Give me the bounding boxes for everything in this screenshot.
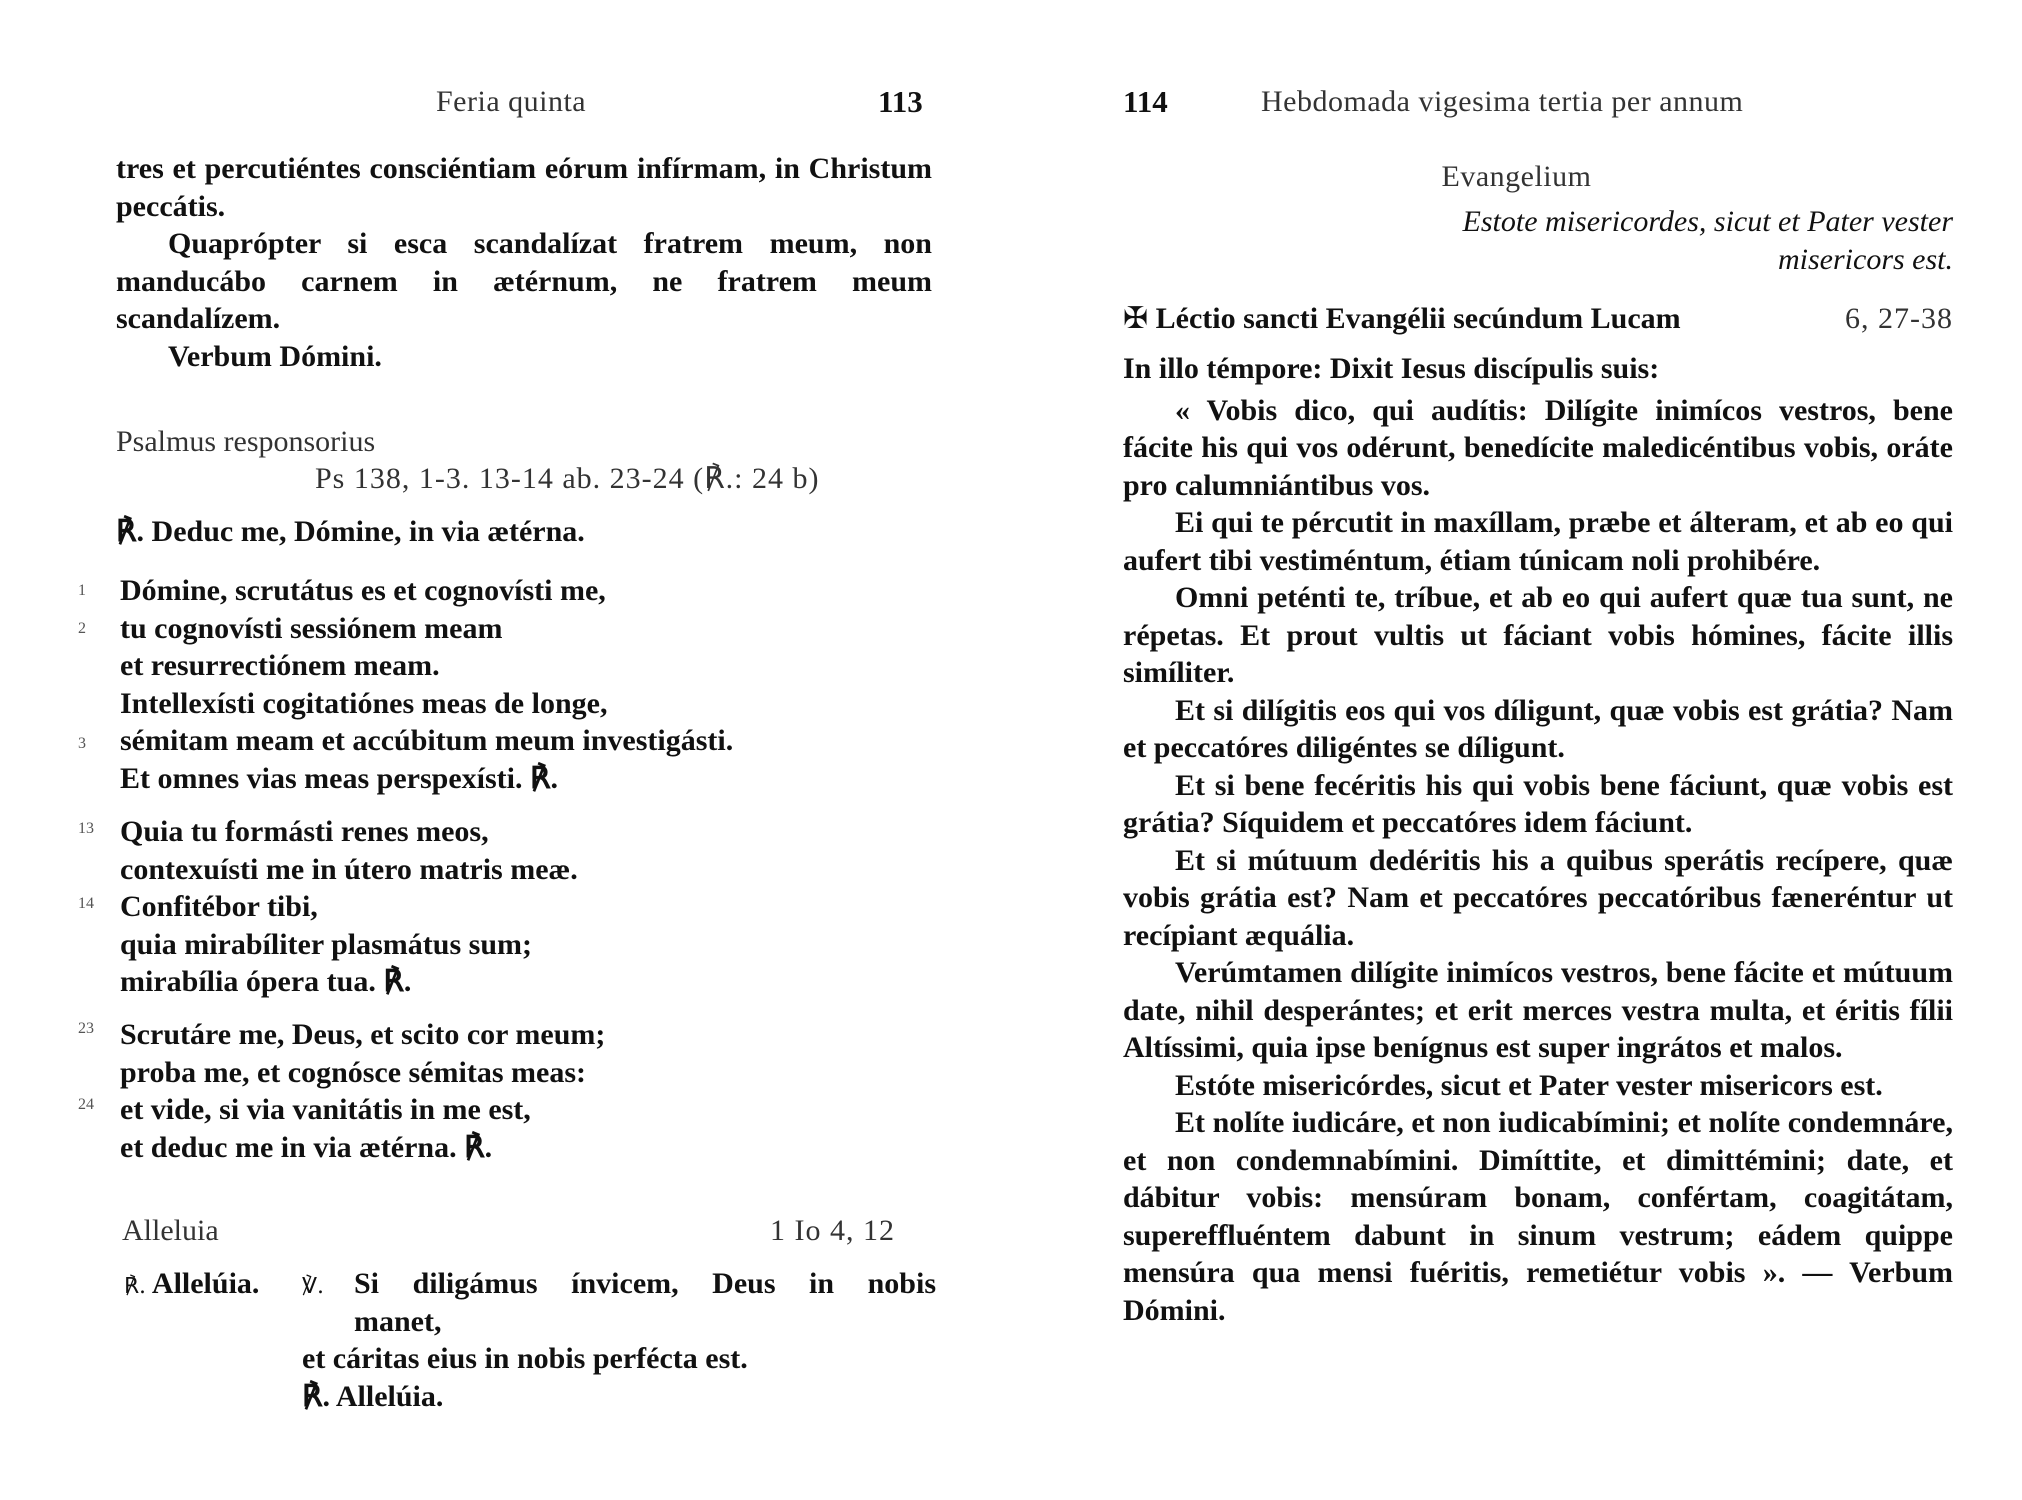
reading-continuation xyxy=(116,150,932,375)
gospel-subtitle xyxy=(1111,203,1953,278)
gospel-paragraph: Et si bene fecéritis his qui vobis bene fáciunt, quæ vobis est grátia? Síquidem et peccatóres idem fáciunt. xyxy=(1123,768,1953,839)
psalm-line: Intellexísti cogitatiónes meas de longe, xyxy=(120,686,608,720)
alleluia-verse xyxy=(354,1265,936,1340)
psalm-reference: Ps 138, 1-3. 13-14 ab. 23-24 (℟.: 24 b) xyxy=(315,462,820,495)
psalm-line: mirabília ópera tua. ℟. xyxy=(120,965,412,998)
left-running-title: Feria quinta xyxy=(436,85,587,118)
left-page-number: 113 xyxy=(878,84,923,119)
gospel-paragraph: « Vobis dico, qui audítis: Dilígite inimícos vestros, bene fácite his qui vos odérunt, benedícite maledicéntibus vobis, oráte pro calumniántibus vos. xyxy=(1123,393,1953,502)
psalm-line: et resurrectiónem meam. xyxy=(120,649,440,682)
response-mark: ℟. xyxy=(124,1274,147,1299)
psalm-stanza-2 xyxy=(120,813,920,1001)
verse-number: 2 xyxy=(78,620,86,637)
gospel-paragraph: Verúmtamen dilígite inimícos vestros, bene fácite et mútuum date, nihil desperántes; et erit merces vestra multa, et éritis fílii Altíssimi, quia ipse benígnus est super ingrátos et malos. xyxy=(1123,956,1953,1064)
right-page xyxy=(1011,0,2022,1500)
alleluia-verse-line-2: et cáritas eius in nobis perfécta est. xyxy=(302,1342,748,1375)
alleluia-reference: 1 Io 4, 12 xyxy=(770,1214,895,1247)
right-running-title: Hebdomada vigesima tertia per annum xyxy=(1261,85,1744,118)
psalm-response: ℟. Deduc me, Dómine, in via ætérna. xyxy=(116,515,585,548)
psalm-line: quia mirabíliter plasmátus sum; xyxy=(120,927,532,961)
cross-icon: ✠ xyxy=(1123,302,1149,335)
alleluia-response xyxy=(124,1265,259,1306)
right-page-number: 114 xyxy=(1123,84,1168,119)
alleluia-verse-line: Si diligámus ínvicem, Deus in nobis xyxy=(354,1267,936,1300)
alleluia-verse-line: manet, xyxy=(354,1304,442,1338)
psalm-line: sémitam meam et accúbitum meum investigásti. xyxy=(120,724,734,757)
gospel-paragraph: Et nolíte iudicáre, et non iudicabímini; et nolíte condemnáre, et non condemnabímini. Dimíttite, et dimittémini; date, et dábitur vobis: mensúram bonam, confértam, coagitátam, supereffluéntem dabunt in sinum vestrum; eádem quippe mensúra qua mensi fuéritis, remetiétur vobis ». — Verbum Dómini. xyxy=(1123,1106,1953,1327)
gospel-text xyxy=(1123,350,1953,1329)
reading-paragraph: tres et percutiéntes consciéntiam eórum infírmam, in Christum peccátis. xyxy=(116,152,932,223)
psalm-line: Confitébor tibi, xyxy=(120,890,318,923)
psalm-stanza-3 xyxy=(120,1016,920,1166)
verse-mark: ℣. xyxy=(302,1274,325,1299)
gospel-paragraph: Ei qui te pércutit in maxíllam, præbe et álteram, et ab eo qui aufert tibi vestiméntum, étiam túnicam noli prohibére. xyxy=(1123,506,1953,577)
psalm-line: Et omnes vias meas perspexísti. ℟. xyxy=(120,761,559,795)
reading-closing: Verbum Dómini. xyxy=(168,339,382,373)
alleluia-word: Allelúia. xyxy=(151,1267,260,1300)
psalm-line: et vide, si via vanitátis in me est, xyxy=(120,1093,531,1126)
verse-number: 24 xyxy=(78,1096,94,1113)
gospel-paragraph: Et si mútuum dedéritis his a quibus sperátis recípere, quæ vobis grátia est? Nam et peccatóres peccatóribus fæneréntur ut recípiant æquália. xyxy=(1123,843,1953,952)
psalm-line: Dómine, scrutátus es et cognovísti me, xyxy=(120,574,606,607)
psalm-line: proba me, et cognósce sémitas meas: xyxy=(120,1055,587,1089)
psalm-line: et deduc me in via ætérna. ℟. xyxy=(120,1130,493,1164)
psalm-line: tu cognovísti sessiónem meam xyxy=(120,611,503,645)
gospel-paragraph: Omni peténti te, tríbue, et ab eo qui aufert quæ tua sunt, ne répetas. Et prout vultis ut fáciant vobis hómines, fácite illis simíliter. xyxy=(1123,581,1953,689)
psalm-heading: Psalmus responsorius xyxy=(116,425,376,458)
verse-number: 23 xyxy=(78,1020,94,1037)
gospel-reference: 6, 27-38 xyxy=(1845,302,1953,335)
verse-number: 3 xyxy=(78,735,86,752)
gospel-subtitle-line: Estote misericordes, sicut et Pater vester xyxy=(1462,205,1953,238)
verse-number: 1 xyxy=(78,582,86,599)
alleluia-heading: Alleluia xyxy=(122,1214,219,1247)
verse-number: 13 xyxy=(78,820,94,837)
gospel-intro: In illo témpore: Dixit Iesus discípulis suis: xyxy=(1123,352,1660,385)
gospel-lectio-line xyxy=(1123,300,1953,338)
verse-number: 14 xyxy=(78,895,94,912)
gospel-subtitle-line: misericors est. xyxy=(1778,242,1953,276)
reading-paragraph: Quaprópter si esca scandalízat fratrem meum, non manducábo carnem in ætérnum, ne fratrem meum scandalízem. xyxy=(116,227,932,335)
psalm-line: Quia tu formásti renes meos, xyxy=(120,815,489,848)
gospel-lectio: Léctio sancti Evangélii secúndum Lucam xyxy=(1155,302,1681,335)
gospel-paragraph: Estóte misericórdes, sicut et Pater vester misericors est. xyxy=(1175,1068,1883,1102)
psalm-line: Scrutáre me, Deus, et scito cor meum; xyxy=(120,1018,606,1051)
gospel-heading: Evangelium xyxy=(1441,160,1592,193)
psalm-line: contexuísti me in útero matris meæ. xyxy=(120,852,578,886)
gospel-paragraph: Et si dilígitis eos qui vos díligunt, quæ vobis est grátia? Nam et peccatóres diligéntes se díligunt. xyxy=(1123,693,1953,764)
psalm-stanza-1 xyxy=(120,572,920,797)
alleluia-closing: ℟. Allelúia. xyxy=(302,1380,444,1413)
